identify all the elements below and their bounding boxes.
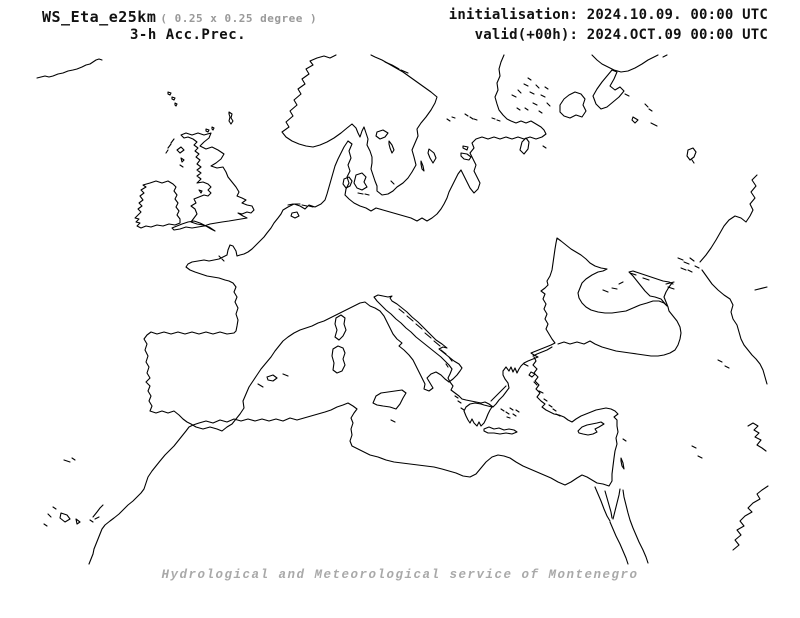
coastline-path bbox=[593, 70, 624, 109]
coastline-path bbox=[560, 92, 586, 118]
coastline-path bbox=[135, 181, 180, 228]
coastline-path bbox=[37, 59, 102, 78]
coastline-path bbox=[687, 148, 696, 163]
coastline-path bbox=[621, 439, 626, 469]
coastline-path bbox=[501, 364, 560, 418]
coastline-path bbox=[595, 487, 648, 564]
coastline-path bbox=[376, 130, 394, 153]
coastline-path bbox=[512, 78, 550, 113]
coastline-path bbox=[700, 175, 757, 262]
coastline-path bbox=[748, 423, 766, 451]
coastline-path bbox=[447, 114, 500, 121]
resolution-note: ( 0.25 x 0.25 degree ) bbox=[160, 12, 318, 25]
coastline-path bbox=[206, 112, 233, 132]
initialisation-time: initialisation: 2024.10.09. 00:00 UTC bbox=[448, 7, 768, 23]
coastline-path bbox=[702, 270, 767, 384]
coastline-path bbox=[332, 346, 345, 373]
coastline-path bbox=[484, 427, 517, 434]
header-right bbox=[449, 7, 768, 43]
header-left bbox=[42, 7, 317, 26]
model-name: WS_Eta_e25km bbox=[42, 8, 157, 26]
coastline-path bbox=[733, 486, 768, 550]
coastline-path bbox=[335, 315, 346, 340]
coastline-path bbox=[578, 422, 604, 435]
coastline-path bbox=[520, 138, 546, 154]
coastline-path bbox=[44, 458, 103, 526]
coastline-path bbox=[144, 55, 673, 431]
coastline-path bbox=[692, 446, 702, 458]
valid-time: valid(+00h): 2024.OCT.09 00:00 UTC bbox=[474, 27, 768, 43]
coastline-path bbox=[172, 133, 254, 231]
coastline-path bbox=[343, 173, 394, 195]
coastline-path bbox=[625, 94, 657, 126]
coastline-path bbox=[464, 403, 492, 426]
coastline-path bbox=[168, 92, 177, 106]
coastline-path bbox=[373, 390, 406, 422]
coastline-path bbox=[718, 287, 767, 368]
coastline-path bbox=[89, 357, 618, 564]
coastline-path bbox=[592, 55, 667, 72]
coastline-path bbox=[421, 149, 436, 171]
attribution-footer: Hydrological and Meteorological service of Montenegro bbox=[161, 568, 639, 582]
coastline-path bbox=[558, 283, 681, 356]
coastline-path bbox=[258, 374, 288, 387]
coastline-path bbox=[491, 386, 506, 401]
product-name: 3-h Acc.Prec. bbox=[130, 27, 247, 43]
coastline-path bbox=[678, 258, 699, 272]
coastline-path bbox=[399, 309, 446, 354]
coastline-path bbox=[385, 62, 408, 73]
